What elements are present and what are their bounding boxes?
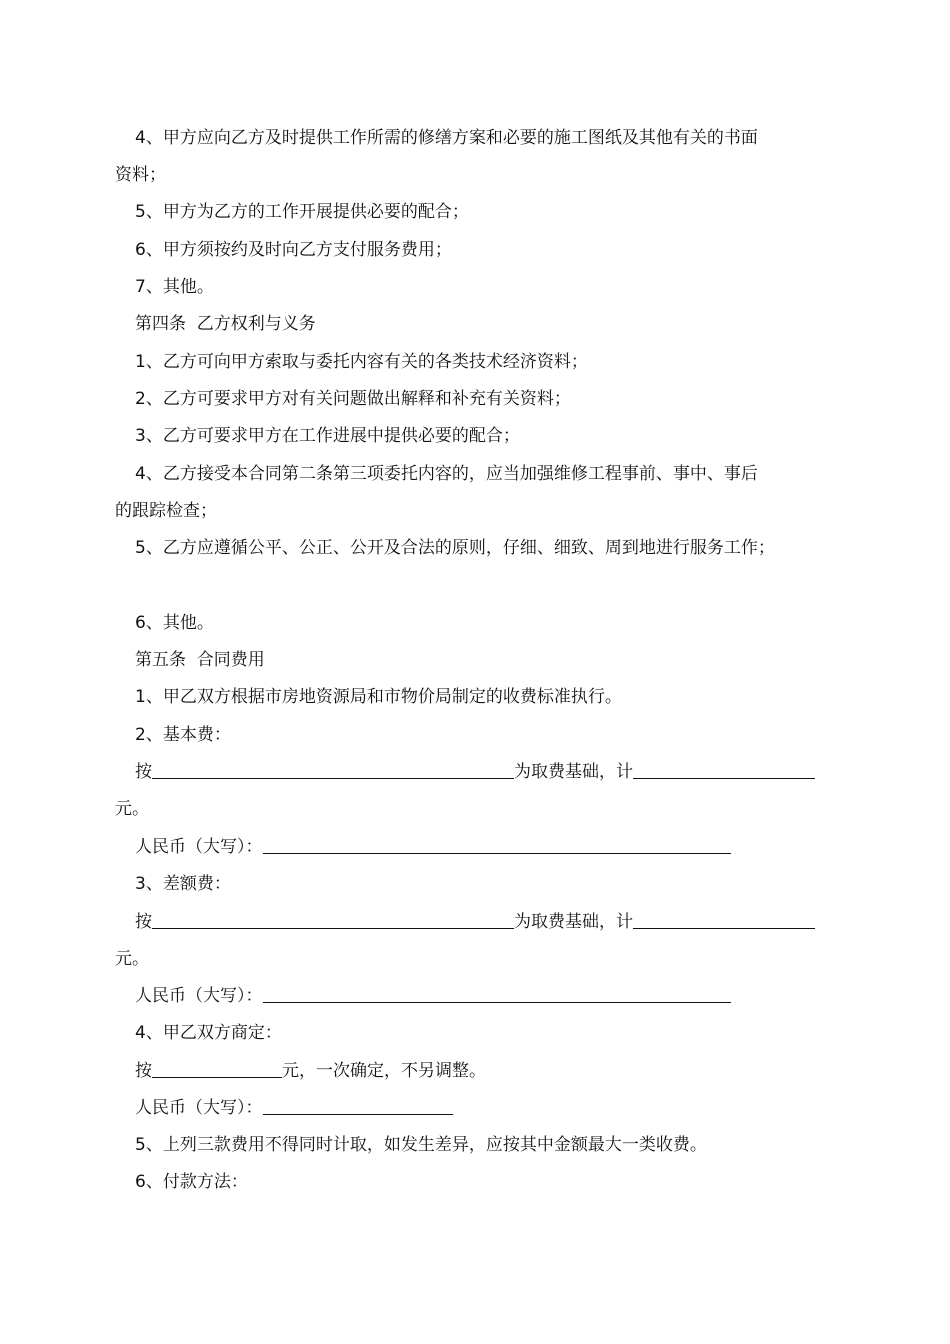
article-4-heading: 第四条 乙方权利与义务 [135,314,316,334]
basic-fee-rmb-row [135,836,731,858]
paragraph-party-a-item-5: 5、甲方为乙方的工作开展提供必要的配合； [135,202,469,222]
paragraph-party-b-item-4-line1: 4、乙方接受本合同第二条第三项委托内容的，应当加强维修工程事前、事中、事后 [135,464,758,484]
basic-fee-an-label: 按 [135,762,152,782]
paragraph-party-b-item-6: 6、其他。 [135,613,214,633]
agreed-fee-rmb-label: 人民币（大写）： [135,1098,263,1118]
paragraph-fee-item-1: 1、甲乙双方根据市房地资源局和市物价局制定的收费标准执行。 [135,687,622,707]
paragraph-fee-item-4: 4、甲乙双方商定： [135,1023,282,1043]
diff-fee-row [135,911,815,933]
paragraph-fee-item-2: 2、基本费： [135,725,231,745]
basic-fee-rmb-label: 人民币（大写）： [135,837,263,857]
paragraph-party-a-item-4-line1: 4、甲方应向乙方及时提供工作所需的修缮方案和必要的施工图纸及其他有关的书面 [135,128,758,148]
diff-fee-rmb-label: 人民币（大写）： [135,986,263,1006]
article-5-heading: 第五条 合同费用 [135,650,265,670]
basic-fee-yuan-label: 元。 [115,799,149,819]
paragraph-fee-item-5: 5、上列三款费用不得同时计取，如发生差异，应按其中金额最大一类收费。 [135,1135,707,1155]
paragraph-party-b-item-4-line2: 的跟踪检查； [115,501,217,521]
diff-fee-amount-blank[interactable] [633,911,815,929]
diff-fee-rmb-row [135,985,731,1007]
paragraph-party-a-item-7: 7、其他。 [135,277,214,297]
agreed-fee-amount-blank[interactable] [152,1060,282,1078]
diff-fee-yuan-label: 元。 [115,949,149,969]
paragraph-fee-item-6: 6、付款方法： [135,1172,248,1192]
basic-fee-amount-blank[interactable] [633,761,815,779]
basic-fee-basis-label: 为取费基础，计 [514,762,633,782]
paragraph-party-b-item-2: 2、乙方可要求甲方对有关问题做出解释和补充有关资料； [135,389,571,409]
diff-fee-basis-blank[interactable] [152,911,514,929]
paragraph-party-a-item-4-line2: 资料； [115,165,166,185]
diff-fee-an-label: 按 [135,912,152,932]
basic-fee-row [135,761,815,783]
agreed-fee-an-label: 按 [135,1061,152,1081]
agreed-fee-yuan-label: 元，一次确定，不另调整。 [282,1061,486,1081]
agreed-fee-rmb-row [135,1097,453,1119]
basic-fee-rmb-blank[interactable] [263,836,731,854]
agreed-fee-row [135,1060,486,1082]
paragraph-fee-item-3: 3、差额费： [135,874,231,894]
diff-fee-rmb-blank[interactable] [263,985,731,1003]
paragraph-party-b-item-5: 5、乙方应遵循公平、公正、公开及合法的原则，仔细、细致、周到地进行服务工作； [135,538,775,558]
diff-fee-basis-label: 为取费基础，计 [514,912,633,932]
agreed-fee-rmb-blank[interactable] [263,1097,453,1115]
paragraph-party-a-item-6: 6、甲方须按约及时向乙方支付服务费用； [135,240,452,260]
paragraph-party-b-item-1: 1、乙方可向甲方索取与委托内容有关的各类技术经济资料； [135,352,588,372]
basic-fee-basis-blank[interactable] [152,761,514,779]
paragraph-party-b-item-3: 3、乙方可要求甲方在工作进展中提供必要的配合； [135,426,520,446]
